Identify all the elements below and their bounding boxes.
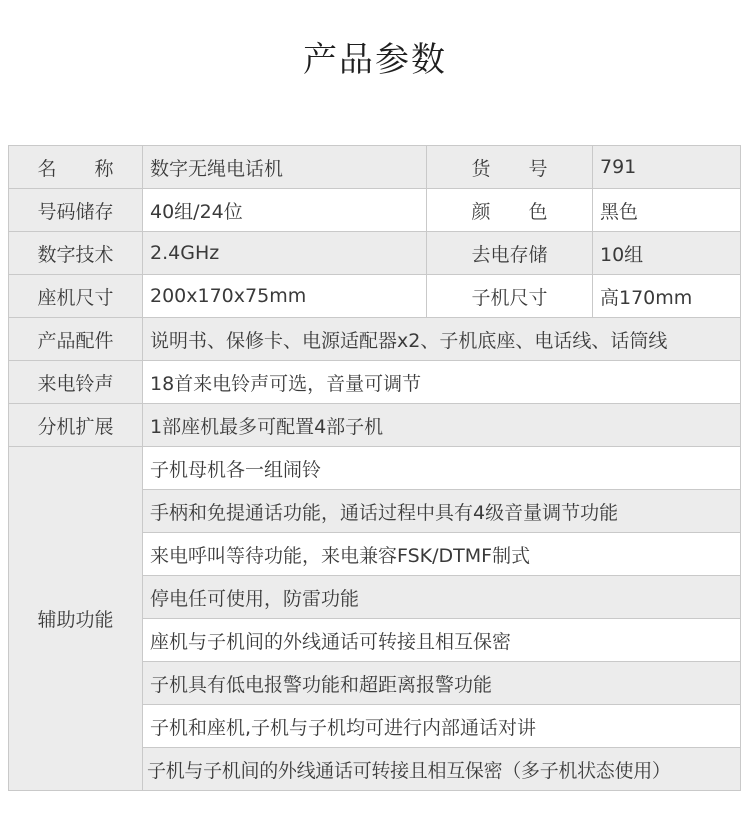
spec-table [8,145,741,791]
spec-label-extension: 分机扩展 [9,404,143,447]
spec-value-digital-tech: 2.4GHz [143,232,427,275]
list-item: 来电呼叫等待功能，来电兼容FSK/DTMF制式 [143,533,741,576]
table-row [9,318,741,361]
spec-label-ringtones: 来电铃声 [9,361,143,404]
list-item: 子机具有低电报警功能和超距离报警功能 [143,662,741,705]
spec-label-accessories: 产品配件 [9,318,143,361]
spec-value-item-number: 791 [593,146,741,189]
list-item: 座机与子机间的外线通话可转接且相互保密 [143,619,741,662]
spec-label-base-size: 座机尺寸 [9,275,143,318]
aux-functions-section [9,447,741,791]
table-row [9,275,741,318]
spec-label-item-number: 货 号 [427,146,593,189]
spec-value-ringtones: 18首来电铃声可选，音量可调节 [143,361,741,404]
spec-label-name: 名 称 [9,146,143,189]
list-item: 子机与子机间的外线通话可转接且相互保密（多子机状态使用） [143,748,741,791]
spec-label-outgoing-storage: 去电存储 [427,232,593,275]
table-row [9,146,741,189]
spec-value-outgoing-storage: 10组 [593,232,741,275]
spec-label-number-storage: 号码储存 [9,189,143,232]
spec-value-handset-size: 高170mm [593,275,741,318]
list-item: 停电任可使用，防雷功能 [143,576,741,619]
table-row [9,189,741,232]
spec-label-handset-size: 子机尺寸 [427,275,593,318]
spec-value-number-storage: 40组/24位 [143,189,427,232]
spec-value-extension: 1部座机最多可配置4部子机 [143,404,741,447]
spec-label-aux-functions: 辅助功能 [9,447,143,791]
table-row [9,232,741,275]
table-row [9,361,741,404]
spec-value-base-size: 200x170x75mm [143,275,427,318]
list-item: 子机母机各一组闹铃 [143,447,741,490]
page-title: 产品参数 [303,40,447,80]
spec-value-accessories: 说明书、保修卡、电源适配器x2、子机底座、电话线、话筒线 [143,318,741,361]
spec-value-color: 黑色 [593,189,741,232]
list-item: 手柄和免提通话功能，通话过程中具有4级音量调节功能 [143,490,741,533]
spec-value-name: 数字无绳电话机 [143,146,427,189]
list-item: 子机和座机,子机与子机均可进行内部通话对讲 [143,705,741,748]
table-row [9,404,741,447]
spec-label-digital-tech: 数字技术 [9,232,143,275]
spec-label-color: 颜 色 [427,189,593,232]
aux-functions-list [143,447,741,791]
